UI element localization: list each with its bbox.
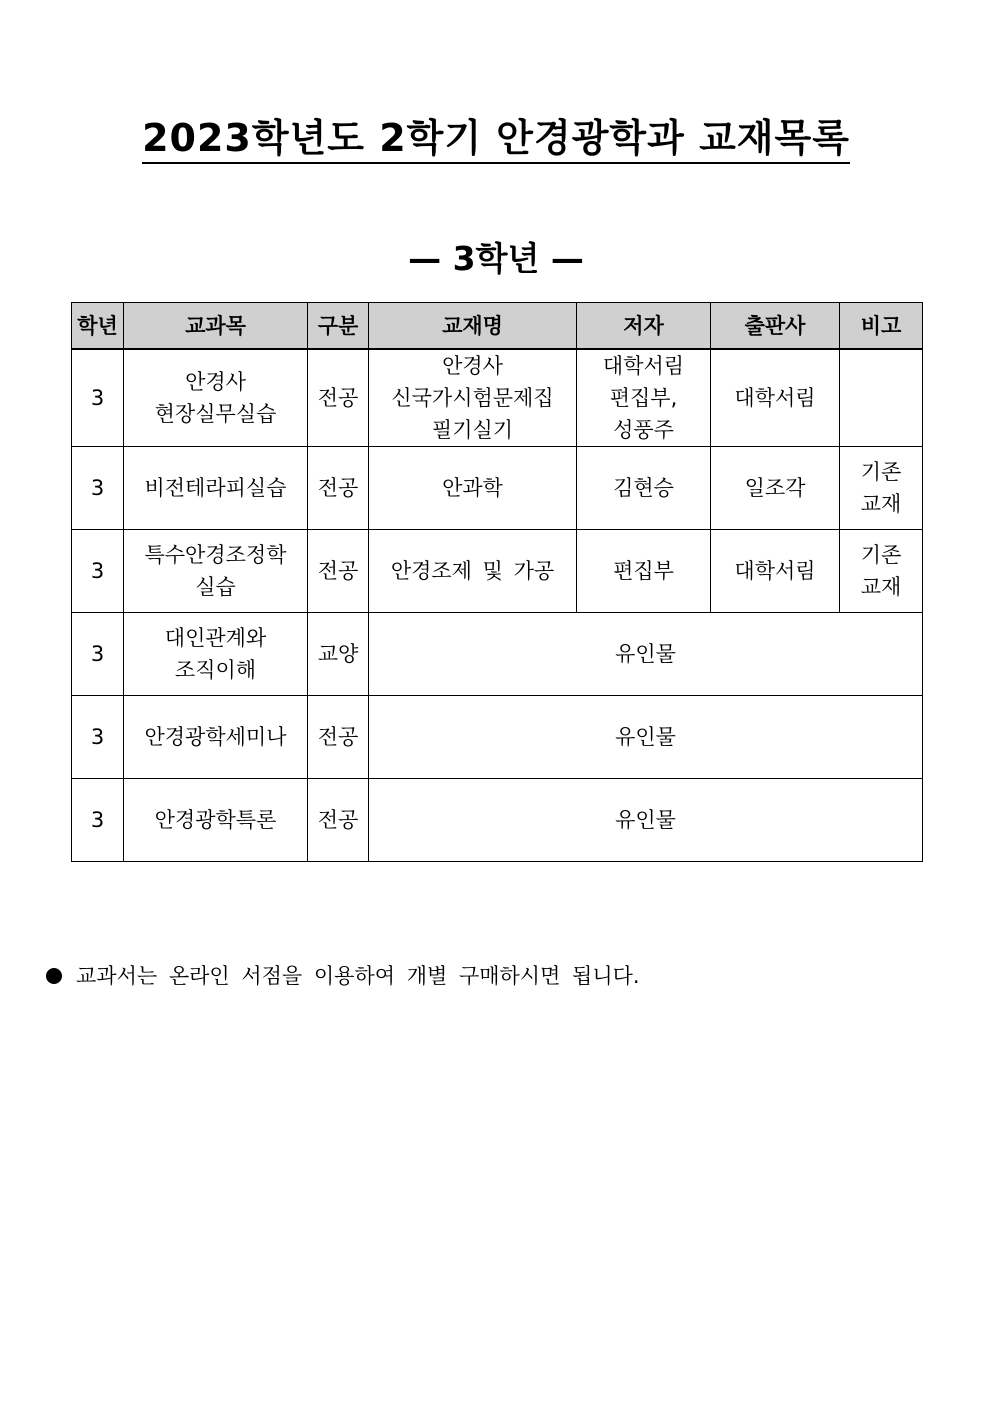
cell-author: 편집부 — [577, 530, 711, 613]
cell-remark — [840, 349, 923, 447]
cell-merged-handout: 유인물 — [369, 613, 923, 696]
cell-grade: 3 — [72, 613, 124, 696]
cell-publisher: 대학서림 — [711, 349, 840, 447]
header-publisher: 출판사 — [711, 303, 840, 350]
cell-type: 전공 — [308, 530, 369, 613]
cell-subject: 안경광학세미나 — [124, 696, 308, 779]
cell-type: 전공 — [308, 447, 369, 530]
cell-subject: 안경광학특론 — [124, 779, 308, 862]
cell-type: 전공 — [308, 696, 369, 779]
purchase-note-text: 교과서는 온라인 서점을 이용하여 개별 구매하시면 됩니다. — [76, 964, 640, 988]
table-row — [72, 349, 923, 447]
cell-author: 대학서림 편집부, 성풍주 — [577, 349, 711, 447]
table-row — [72, 696, 923, 779]
table-row — [72, 779, 923, 862]
table-row — [72, 613, 923, 696]
purchase-note — [46, 960, 640, 992]
header-type: 구분 — [308, 303, 369, 350]
textbook-table — [71, 302, 923, 862]
cell-subject: 비전테라피실습 — [124, 447, 308, 530]
bullet-icon — [46, 968, 62, 984]
cell-grade: 3 — [72, 779, 124, 862]
cell-subject: 특수안경조정학 실습 — [124, 530, 308, 613]
cell-author: 김현승 — [577, 447, 711, 530]
cell-remark: 기존 교재 — [840, 530, 923, 613]
grade-subtitle: — 3학년 — — [408, 239, 584, 278]
header-grade: 학년 — [72, 303, 124, 350]
cell-type: 전공 — [308, 349, 369, 447]
cell-merged-handout: 유인물 — [369, 779, 923, 862]
cell-grade: 3 — [72, 530, 124, 613]
header-author: 저자 — [577, 303, 711, 350]
cell-grade: 3 — [72, 696, 124, 779]
cell-publisher: 대학서림 — [711, 530, 840, 613]
document-title — [0, 112, 992, 164]
cell-remark: 기존 교재 — [840, 447, 923, 530]
header-book: 교재명 — [369, 303, 577, 350]
cell-type: 전공 — [308, 779, 369, 862]
cell-subject: 대인관계와 조직이해 — [124, 613, 308, 696]
table-header-row — [72, 303, 923, 350]
cell-book: 안과학 — [369, 447, 577, 530]
cell-grade: 3 — [72, 349, 124, 447]
cell-grade: 3 — [72, 447, 124, 530]
cell-publisher: 일조각 — [711, 447, 840, 530]
cell-merged-handout: 유인물 — [369, 696, 923, 779]
cell-type: 교양 — [308, 613, 369, 696]
document-title-text: 2023학년도 2학기 안경광학과 교재목록 — [142, 116, 850, 164]
table-row — [72, 530, 923, 613]
cell-book: 안경조제 및 가공 — [369, 530, 577, 613]
header-remark: 비고 — [840, 303, 923, 350]
header-subject: 교과목 — [124, 303, 308, 350]
cell-subject: 안경사 현장실무실습 — [124, 349, 308, 447]
cell-book: 안경사 신국가시험문제집 필기실기 — [369, 349, 577, 447]
table-row — [72, 447, 923, 530]
